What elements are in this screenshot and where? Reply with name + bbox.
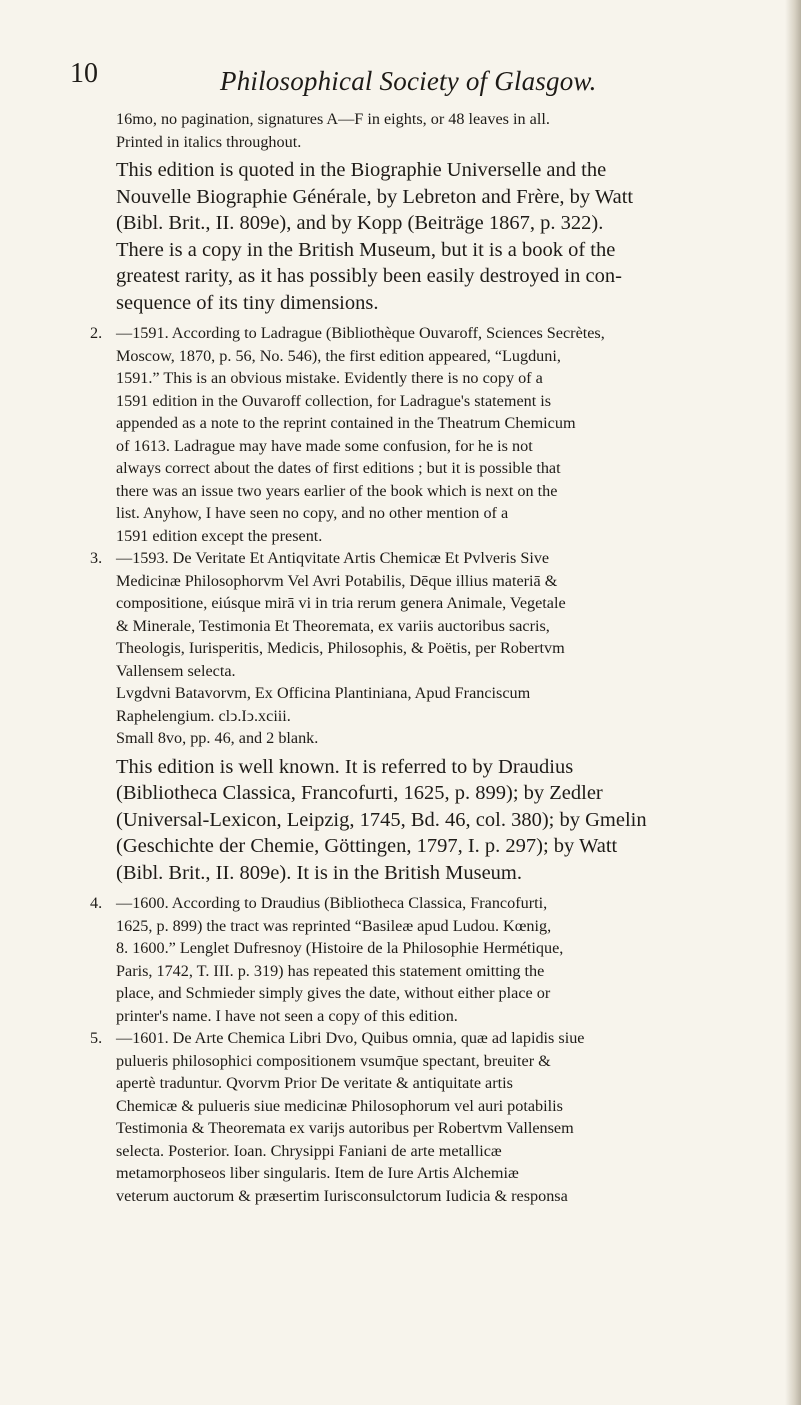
text-line: place, and Schmieder simply gives the date, without either place or	[116, 984, 551, 1002]
entry-5	[90, 1027, 766, 1207]
text-line: Medicinæ Philosophorvm Vel Avri Potabilis, Dēque illius materiā &	[116, 571, 558, 590]
text-line: printer's name. I have not seen a copy of this edition.	[116, 1006, 458, 1025]
page-header	[70, 58, 750, 108]
text-line: 1591.” This is an obvious mistake. Evidently there is no copy of a	[116, 369, 543, 387]
text-line: —1601. De Arte Chemica Libri Dvo, Quibus omnia, quæ ad lapidis siue	[116, 1029, 585, 1047]
text-line: This edition is well known. It is referred to by Draudius	[116, 755, 574, 778]
entry-number: 3.	[90, 549, 103, 567]
text-line: Moscow, 1870, p. 56, No. 546), the first edition appeared, “Lugduni,	[116, 346, 561, 365]
entry-number: 5.	[90, 1029, 103, 1047]
text-line: sequence of its tiny dimensions.	[116, 291, 379, 314]
text-line: selecta. Posterior. Ioan. Chrysippi Faniani de arte metallicæ	[116, 1141, 502, 1160]
text-line: Paris, 1742, T. III. p. 319) has repeated this statement omitting the	[116, 961, 545, 980]
text-line: —1600. According to Draudius (Bibliotheca Classica, Francofurti,	[116, 894, 548, 912]
text-line: metamorphoseos liber singularis. Item de Iure Artis Alchemiæ	[116, 1164, 519, 1182]
text-line: 1591 edition except the present.	[116, 526, 323, 545]
page-edge-shadow	[785, 0, 801, 1405]
imprint-line: Small 8vo, pp. 46, and 2 blank.	[116, 729, 319, 747]
text-line: list. Anyhow, I have seen no copy, and no other mention of a	[116, 504, 509, 522]
text-line: 1591 edition in the Ouvaroff collection, for Ladrague's statement is	[116, 391, 552, 410]
text-line: Chemicæ & pulueris siue medicinæ Philosophorum vel auri potabilis	[116, 1096, 563, 1115]
text-line: Vallensem selecta.	[116, 661, 236, 680]
text-line: veterum auctorum & præsertim Iurisconsulctorum Iudicia & responsa	[116, 1186, 568, 1205]
entry-4	[90, 892, 766, 1027]
text-line: (Bibl. Brit., II. 809e). It is in the British Museum.	[116, 861, 522, 884]
text-line: compositione, eiúsque mirā vi in tria rerum genera Animale, Vegetale	[116, 594, 566, 612]
intro-paragraph	[116, 108, 766, 153]
text-line: Theologis, Iurisperitis, Medicis, Philosophis, & Poëtis, per Robertvm	[116, 639, 565, 657]
text-line: —1591. According to Ladrague (Bibliothèque Ouvaroff, Sciences Secrètes,	[116, 324, 605, 342]
text-line: there was an issue two years earlier of the book which is next on the	[116, 481, 558, 500]
text-line: This edition is quoted in the Biographie Universelle and the	[116, 159, 607, 181]
page-number: 10	[70, 58, 98, 89]
entry-3	[90, 547, 766, 750]
page-body	[90, 108, 766, 1207]
imprint-line: Raphelengium. clↄ.Iↄ.xciii.	[116, 706, 291, 725]
text-line: 1625, p. 899) the tract was reprinted “Basileæ apud Ludou. Kœnig,	[116, 916, 552, 935]
running-title: Philosophical Society of Glasgow.	[220, 66, 597, 96]
text-line: —1593. De Veritate Et Antiqvitate Artis Chemicæ Et Pvlveris Sive	[116, 549, 550, 567]
text-line: (Bibliotheca Classica, Francofurti, 1625, p. 899); by Zedler	[116, 782, 603, 804]
text-line: & Minerale, Testimonia Et Theoremata, ex variis auctoribus sacris,	[116, 616, 550, 635]
text-line: Testimonia & Theoremata ex varijs autoribus per Robertvm Vallensem	[116, 1119, 574, 1137]
text-line: Nouvelle Biographie Générale, by Lebreton and Frère, by Watt	[116, 185, 634, 208]
text-line: of 1613. Ladrague may have made some confusion, for he is not	[116, 436, 533, 455]
text-line: (Bibl. Brit., II. 809e), and by Kopp (Beiträge 1867, p. 322).	[116, 212, 604, 234]
text-line: 16mo, no pagination, signatures A—F in eights, or 48 leaves in all.	[116, 110, 550, 128]
text-line: always correct about the dates of first editions ; but it is possible that	[116, 459, 561, 477]
text-line: greatest rarity, as it has possibly been easily destroyed in con-	[116, 265, 622, 287]
text-line: Printed in italics throughout.	[116, 132, 302, 151]
text-line: (Universal-Lexicon, Leipzig, 1745, Bd. 46, col. 380); by Gmelin	[116, 808, 647, 831]
text-line: apertè traduntur. Qvorvm Prior De veritate & antiquitate artis	[116, 1074, 513, 1092]
text-line: 8. 1600.” Lenglet Dufresnoy (Histoire de la Philosophie Hermétique,	[116, 939, 564, 957]
paragraph-edition-quoted	[116, 157, 766, 316]
text-line: pulueris philosophici compositionem vsumq̄ue spectant, breuiter &	[116, 1051, 551, 1070]
text-line: There is a copy in the British Museum, but it is a book of the	[116, 238, 616, 261]
entry-2	[90, 322, 766, 547]
text-line: (Geschichte der Chemie, Göttingen, 1797, I. p. 297); by Watt	[116, 835, 618, 857]
paragraph-well-known	[116, 754, 766, 887]
text-line: appended as a note to the reprint contained in the Theatrum Chemicum	[116, 414, 576, 432]
entry-number: 2.	[90, 324, 103, 342]
entry-number: 4.	[90, 894, 103, 912]
imprint-line: Lvgdvni Batavorvm, Ex Officina Plantiniana, Apud Franciscum	[116, 684, 531, 702]
